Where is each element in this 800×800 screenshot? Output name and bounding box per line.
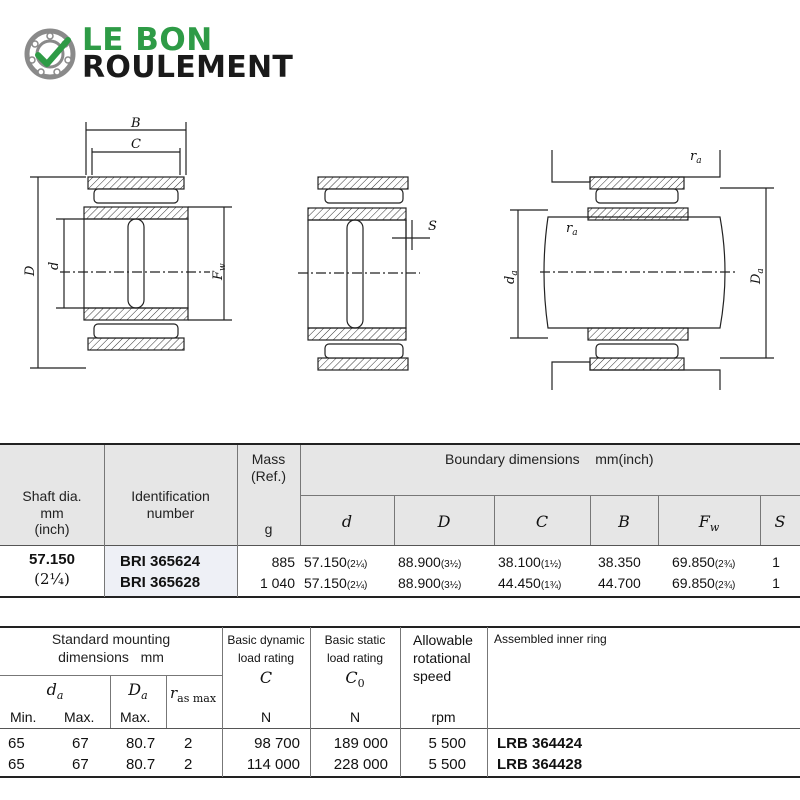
speed-unit: rpm — [431, 709, 456, 725]
shaft-value: 57.150 — [29, 551, 75, 568]
shaft-inch: (2¼) — [34, 570, 70, 588]
stat-unit: N — [349, 709, 361, 725]
dyn-symbol: C — [259, 668, 273, 687]
da-min-value: 65 — [8, 735, 25, 752]
ident-number: BRI 365628 — [120, 574, 201, 591]
shaft-header: Shaft dia. — [22, 488, 82, 504]
bearing-logo-icon — [24, 28, 76, 80]
bearing-technical-drawing — [0, 100, 800, 440]
Da-max-header: Max. — [120, 709, 151, 725]
d-value: 57.150(2¼) — [304, 554, 368, 570]
S-value: 1 — [772, 554, 780, 570]
mounting-header: Standard mounting — [51, 631, 171, 647]
d-value: 57.150(2¼) — [304, 575, 368, 591]
mass-value: 1 040 — [259, 575, 295, 591]
dyn-header-2: load rating — [237, 651, 295, 665]
label-ra-top: $r_a$ — [690, 149, 702, 166]
boundary-header: Boundary dimensions mm(inch) — [445, 451, 654, 467]
D-value: 88.900(3½) — [398, 554, 462, 570]
label-Da: $D_a$ — [749, 268, 766, 284]
speed-value: 5 500 — [428, 756, 466, 773]
da-max-header: Max. — [64, 709, 95, 725]
label-S: S — [428, 219, 437, 234]
inner-ring-value: LRB 364428 — [497, 756, 583, 773]
col-d: d — [341, 512, 353, 531]
col-S: S — [774, 512, 786, 531]
Da-max-value: 80.7 — [126, 756, 156, 773]
ras-value: 2 — [184, 735, 193, 752]
bearing-section-view-2 — [298, 177, 430, 370]
label-ra-bottom: $r_a$ — [566, 221, 578, 238]
stat-header-2: load rating — [326, 651, 384, 665]
C-value: 38.100(1½) — [498, 554, 562, 570]
C-value: 98 700 — [254, 735, 300, 752]
C-value: 44.450(1¾) — [498, 575, 562, 591]
D-value: 88.900(3½) — [398, 575, 462, 591]
col-B: B — [618, 512, 630, 531]
label-da: $d_a$ — [503, 270, 520, 284]
dyn-unit: N — [260, 709, 272, 725]
dyn-header: Basic dynamic — [227, 633, 305, 647]
da-max-value: 67 — [72, 735, 89, 752]
stat-header: Basic static — [324, 633, 386, 647]
speed-header: Allowable — [413, 632, 473, 648]
C0-value: 228 000 — [333, 756, 388, 773]
brand-line-1: LE BON — [82, 22, 213, 58]
bearing-section-view-1 — [30, 122, 232, 368]
stat-symbol: $C_0$ — [345, 668, 365, 691]
col-Fw: $F_w$ — [698, 512, 720, 535]
Fw-value: 69.850(2¾) — [672, 554, 736, 570]
C-value: 114 000 — [246, 756, 300, 773]
mass-header-2: (Ref.) — [251, 468, 286, 484]
label-C: C — [131, 137, 141, 152]
col-C: C — [535, 512, 549, 531]
ras-header: $r_{as max}$ — [170, 684, 217, 705]
shaft-unit-inch: (inch) — [34, 521, 70, 537]
Fw-value: 69.850(2¾) — [672, 575, 736, 591]
da-min-value: 65 — [8, 756, 25, 773]
ident-number: BRI 365624 — [120, 553, 201, 570]
speed-value: 5 500 — [428, 735, 466, 752]
da-header: $d_a$ — [46, 680, 64, 703]
brand-line-2: ROULEMENT — [82, 50, 294, 85]
B-value: 38.350 — [598, 554, 641, 570]
label-d: d — [47, 261, 62, 270]
label-Fw: $F_w$ — [211, 263, 228, 280]
speed-header-2: rotational — [413, 650, 471, 666]
shaft-unit: mm — [40, 505, 64, 521]
Da-max-value: 80.7 — [126, 735, 156, 752]
S-value: 1 — [772, 575, 780, 591]
col-D: D — [437, 512, 451, 531]
mass-unit: g — [264, 521, 273, 537]
Da-header: $D_a$ — [128, 680, 148, 703]
C0-value: 189 000 — [333, 735, 388, 752]
mass-header: Mass — [251, 451, 286, 467]
da-min-header: Min. — [10, 709, 37, 725]
ident-header-2: number — [146, 505, 195, 521]
da-max-value: 67 — [72, 756, 89, 773]
speed-header-3: speed — [413, 668, 452, 684]
mass-value: 885 — [271, 554, 295, 570]
inner-ring-value: LRB 364424 — [497, 735, 583, 752]
B-value: 44.700 — [598, 575, 641, 591]
label-B: B — [131, 116, 141, 131]
label-D: D — [23, 265, 38, 276]
bearing-mounting-view — [510, 150, 774, 390]
ras-value: 2 — [184, 756, 193, 773]
inner-ring-header: Assembled inner ring — [494, 632, 607, 646]
mounting-header-2: dimensions mm — [58, 649, 164, 665]
ident-header: Identification — [131, 488, 210, 504]
